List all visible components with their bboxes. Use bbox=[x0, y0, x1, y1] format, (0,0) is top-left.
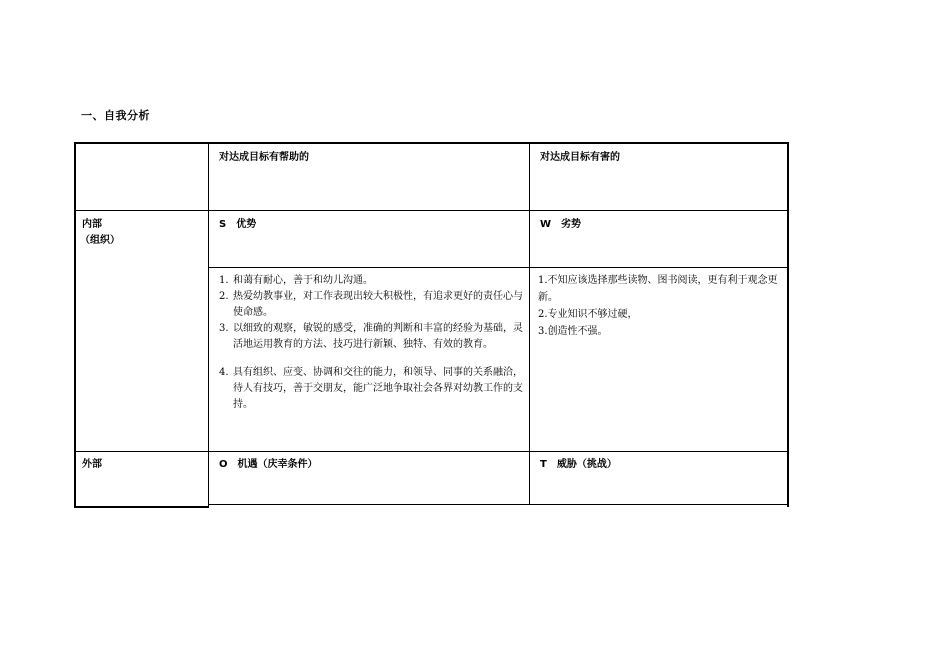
list-text: 以细致的观察，敏锐的感受，准确的判断和丰富的经验为基础，灵活地运用教育的方法、技巧进行新颖、独特、有效的教育。 bbox=[233, 323, 523, 350]
col-divider-2 bbox=[529, 142, 530, 504]
row-divider-external bbox=[75, 451, 788, 452]
table-right-border bbox=[787, 142, 789, 507]
list-item bbox=[219, 273, 523, 289]
list-text: 和蔼有耐心，善于和幼儿沟通。 bbox=[233, 275, 373, 286]
col-header-harmful: 对达成目标有害的 bbox=[540, 152, 620, 163]
threats-label: T 威胁（挑战） bbox=[540, 459, 617, 470]
list-item bbox=[219, 321, 523, 353]
row-divider-labels bbox=[209, 267, 788, 268]
col-divider-1 bbox=[208, 142, 209, 508]
list-number: 4. bbox=[219, 367, 229, 378]
list-item: 1.不知应该选择那些读物、图书阅读，更有利于观念更新。 bbox=[538, 275, 778, 303]
list-number: 3. bbox=[219, 323, 229, 334]
list-item bbox=[219, 365, 523, 413]
row-header-internal-sub: （组织） bbox=[80, 235, 120, 246]
row-header-internal: 内部 bbox=[82, 219, 102, 230]
list-item: 2.专业知识不够过硬， bbox=[538, 309, 638, 320]
strengths-label: S 优势 bbox=[219, 219, 257, 230]
row-divider-external-inner bbox=[209, 504, 788, 505]
opportunities-label: O 机遇（庆幸条件） bbox=[219, 459, 318, 470]
section-heading: 一、自我分析 bbox=[81, 109, 150, 122]
list-number: 2. bbox=[219, 291, 229, 302]
list-text: 具有组织、应变、协调和交往的能力，和领导、同事的关系融洽，待人有技巧，善于交朋友，能广泛地争取社会各界对幼教工作的支持。 bbox=[233, 367, 523, 410]
weaknesses-list bbox=[538, 272, 782, 340]
list-spacer bbox=[219, 353, 523, 365]
strengths-list bbox=[219, 273, 523, 413]
col-header-helpful: 对达成目标有帮助的 bbox=[219, 152, 309, 163]
list-number: 1. bbox=[219, 275, 229, 286]
row-divider-header bbox=[75, 210, 788, 211]
table-top-border bbox=[75, 142, 789, 144]
list-item: 3.创造性不强。 bbox=[538, 326, 608, 337]
list-text: 热爱幼教事业，对工作表现出较大积极性，有追求更好的责任心与使命感。 bbox=[233, 291, 523, 318]
weaknesses-label: W 劣势 bbox=[540, 219, 582, 230]
table-bottom-border-left bbox=[75, 506, 209, 508]
row-header-external: 外部 bbox=[82, 459, 102, 470]
list-item bbox=[219, 289, 523, 321]
table-left-border bbox=[74, 142, 76, 508]
